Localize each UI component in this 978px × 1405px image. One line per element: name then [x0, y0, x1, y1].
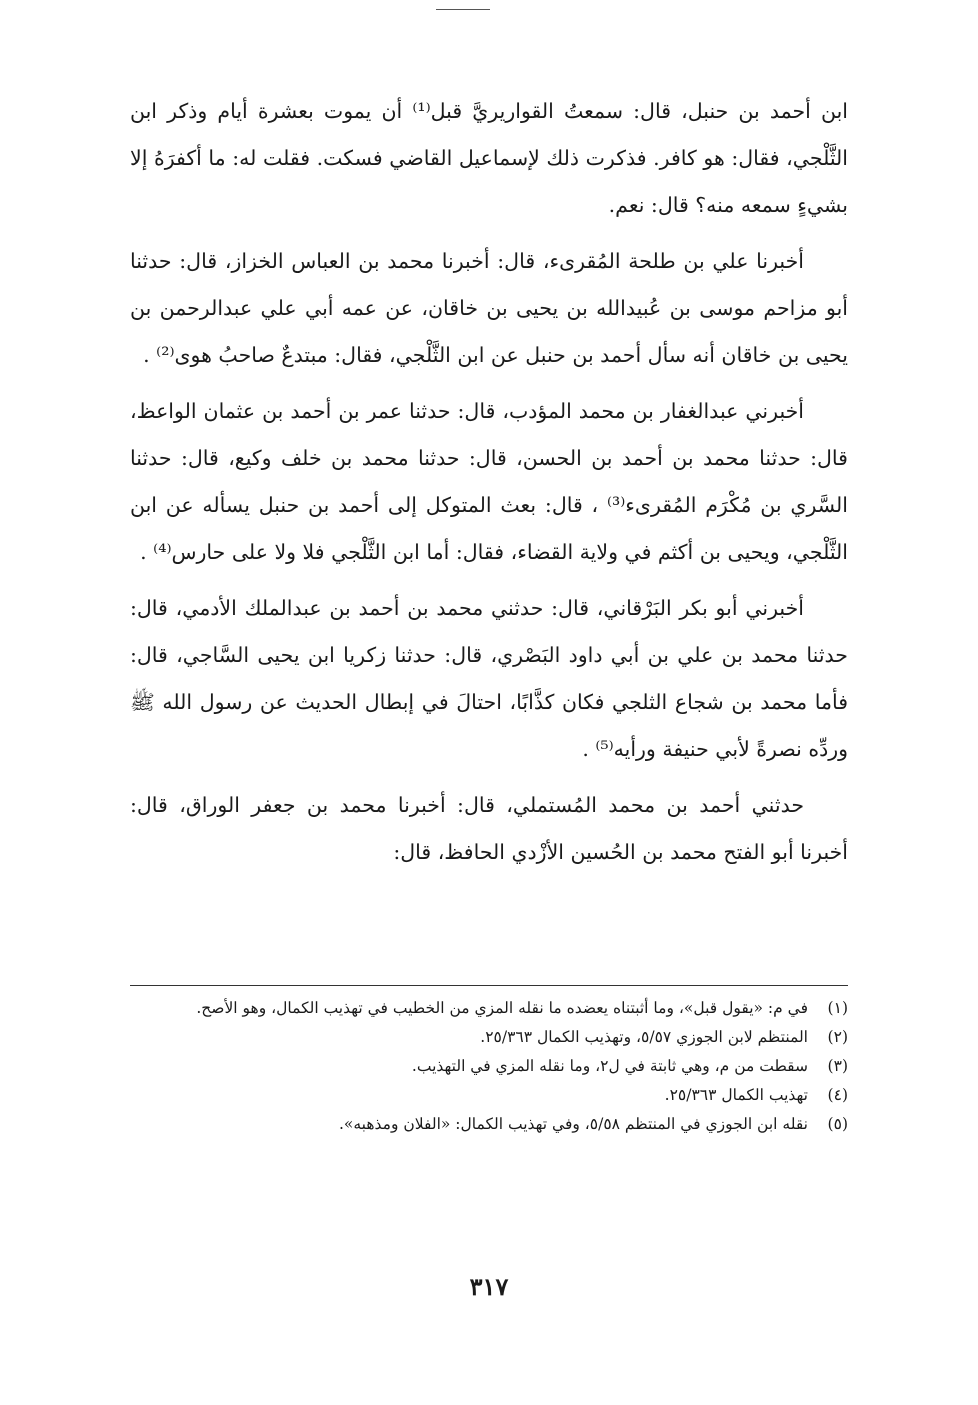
footnote	[130, 1081, 848, 1110]
text-line: فقال: أما ابن الثَّلْجي فلا ولا على حارس⁽⁴⁾ .	[140, 540, 505, 564]
footnote-divider	[130, 985, 848, 986]
text-line: خلف وكيع، قال: حدثنا السَّري بن مُكْرَم المُقرىء⁽³⁾ ، قال: بعث المتوكل	[130, 446, 848, 517]
footnote-number: (٤)	[827, 1086, 848, 1104]
page-number: ٣١٧	[469, 1272, 509, 1301]
footnotes	[130, 994, 848, 1139]
paragraph	[130, 388, 848, 576]
footnote-text: المنتظم لابن الجوزي ٥/٥٧، وتهذيب الكمال ٢٥/٣٦٣.	[480, 1028, 808, 1046]
footnote	[130, 1023, 848, 1052]
footnote	[130, 1052, 848, 1081]
text-line: الوراق، قال: أخبرنا أبو الفتح محمد بن الحُسين الأزْدي الحافظ، قال:	[130, 793, 848, 864]
footnote-number: (٢)	[827, 1028, 848, 1046]
text-line: إبطال الحديث عن رسول الله ﷺ وردِّه نصرةً لأبي حنيفة ورأيه⁽⁵⁾ .	[130, 690, 848, 761]
text-line: أخبرني أبو بكر البَرْقاني، قال: حدثني محمد بن أحمد بن عبدالملك	[244, 596, 804, 620]
paragraph	[130, 238, 848, 379]
text-line: علي عبدالرحمن بن يحيى بن خاقان أنه سأل أحمد بن حنبل عن ابن الثَّلْجي،	[130, 296, 848, 367]
footnote-number: (٣)	[827, 1057, 848, 1075]
text-line: ابن يحيى السَّاجي، قال: فأما محمد بن شجاع الثلجي فكان كذَّابًا، احتالَ في	[130, 643, 848, 714]
footnote-number: (٥)	[827, 1115, 848, 1133]
text-line: الأدمي، قال: حدثنا محمد بن علي بن أبي داود البَصْري، قال: حدثنا زكريا	[130, 596, 848, 667]
text-line: قال: حدثنا أبو مزاحم موسى بن عُبيدالله بن يحيى بن خاقان، عن عمه أبي	[130, 249, 848, 320]
footnote	[130, 994, 848, 1023]
footnote-number: (١)	[827, 999, 848, 1017]
main-text	[130, 88, 848, 885]
footnote-text: في م: «يقول قبل»، وما أثبتناه يعضده ما نقله المزي من الخطيب في تهذيب الكمال، وهو الأصح.	[196, 999, 808, 1017]
text-line: عثمان الواعظ، قال: حدثنا محمد بن أحمد بن الحسن، قال: حدثنا محمد بن	[130, 399, 848, 470]
top-rule	[436, 9, 490, 10]
text-line: أخبرنا علي بن طلحة المُقرىء، قال: أخبرنا محمد بن العباس الخزاز،	[224, 249, 804, 273]
text-line: حدثني أحمد بن محمد المُستملي، قال: أخبرنا محمد بن جعفر	[251, 793, 804, 817]
text-line: أخبرني عبدالغفار بن محمد المؤدب، قال: حدثنا عمر بن أحمد بن	[262, 399, 804, 423]
paragraph	[130, 782, 848, 876]
text-line: ابن أحمد بن حنبل، قال: سمعتُ القواريريَّ قبل⁽¹⁾ أن يموت بعشرة أيام	[217, 99, 848, 123]
footnote-text: سقطت من م، وهي ثابتة في ل٢، وما نقله المزي في التهذيب.	[411, 1057, 808, 1075]
footnote-text: تهذيب الكمال ٢٥/٣٦٣.	[664, 1086, 808, 1104]
text-line: إلى أحمد بن حنبل يسأله عن ابن الثَّلْجي، ويحيى بن أكثم في ولاية القضاء،	[130, 493, 848, 564]
text-line: فقلت له: ما أكفرَهُ إلا بشيءٍ سمعه منه؟ قال: نعم.	[130, 146, 848, 217]
footnote	[130, 1110, 848, 1139]
text-line: فقال: مبتدعٌ صاحبُ هوى⁽²⁾ .	[143, 343, 383, 367]
paragraph	[130, 88, 848, 229]
footnote-text: نقله ابن الجوزي في المنتظم ٥/٥٨، وفي تهذيب الكمال: «الفلان ومذهبه».	[338, 1115, 808, 1133]
text-line: وذكر ابن الثَّلْجي، فقال: هو كافر. فذكرت ذلك لإسماعيل القاضي فسكت.	[130, 99, 848, 170]
paragraph	[130, 585, 848, 773]
